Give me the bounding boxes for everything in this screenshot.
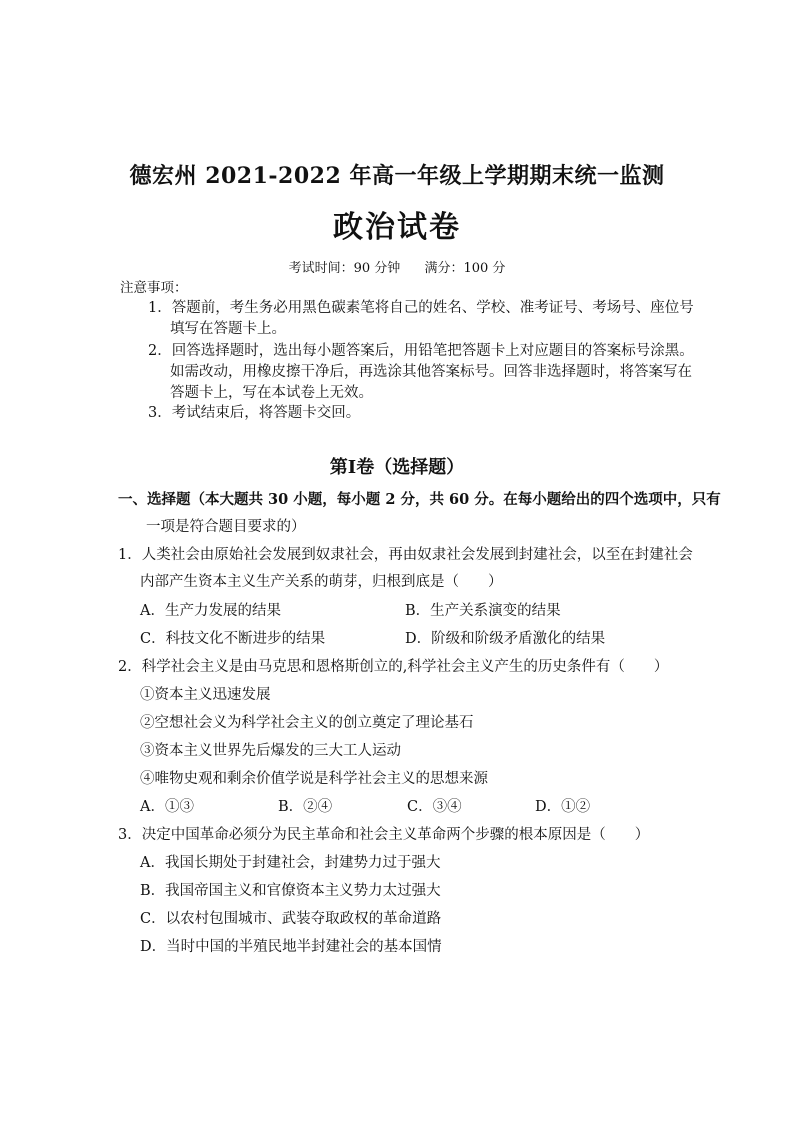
section-instructions: 一、选择题（本大题共 30 小题，每小题 2 分，共 60 分。在每小题给出的四个选项中，只有 (118, 491, 721, 508)
question-3-option-d: D．当时中国的半殖民地半封建社会的基本国情 (140, 939, 442, 955)
exam-info (0, 257, 794, 276)
exam-title: 德宏州 2021-2022 年高一年级上学期期末统一监测 (129, 163, 665, 189)
question-1-stem: 1．人类社会由原始社会发展到奴隶社会，再由奴隶社会发展到封建社会，以至在封建社会 (118, 547, 693, 563)
section-instructions-cont: 一项是符合题目要求的） (146, 519, 306, 535)
notice-item-1: 1．答题前，考生务必用黑色碳素笔将自己的姓名、学校、准考证号、考场号、座位号 (148, 300, 694, 316)
question-2-statement-3: ③资本主义世界先后爆发的三大工人运动 (140, 743, 401, 759)
notice-item-2: 2．回答选择题时，选出每小题答案后，用铅笔把答题卡上对应题目的答案标号涂黑。 (148, 343, 694, 359)
question-3-stem: 3．决定中国革命必须分为民主革命和社会主义革命两个步骤的根本原因是（ ） (118, 827, 650, 843)
question-2-statement-1: ①资本主义迅速发展 (140, 687, 271, 703)
question-1-option-a: A．生产力发展的结果 (140, 603, 281, 619)
question-1-option-c: C．科技文化不断进步的结果 (140, 631, 326, 647)
notice-item-2-cont2: 答题卡上，写在本试卷上无效。 (170, 385, 373, 401)
notice-heading: 注意事项： (120, 280, 188, 296)
question-2-statement-2: ②空想社会义为科学社会主义的创立奠定了理论基石 (140, 715, 474, 731)
subject-title: 政治试卷 (333, 210, 461, 245)
notice-item-3: 3．考试结束后，将答题卡交回。 (148, 405, 361, 421)
exam-time: 考试时间：90 分钟 (288, 261, 401, 276)
question-2-option-a: A．①③ (140, 799, 194, 815)
question-1-option-d: D．阶级和阶级矛盾激化的结果 (405, 631, 606, 647)
question-2-statement-4: ④唯物史观和剩余价值学说是科学社会主义的思想来源 (140, 771, 488, 787)
question-3-option-b: B．我国帝国主义和官僚资本主义势力太过强大 (140, 883, 441, 899)
notice-item-1-cont: 填写在答题卡上。 (170, 321, 286, 337)
question-2-option-c: C．③④ (407, 799, 462, 815)
question-3-option-c: C．以农村包围城市、武装夺取政权的革命道路 (140, 911, 442, 927)
exam-score: 满分：100 分 (424, 261, 506, 276)
question-2-option-b: B．②④ (278, 799, 333, 815)
question-3-option-a: A．我国长期处于封建社会，封建势力过于强大 (140, 855, 441, 871)
section-title: 第Ⅰ卷（选择题） (329, 457, 465, 478)
question-2-option-d: D．①② (535, 799, 591, 815)
question-2-stem: 2．科学社会主义是由马克思和恩格斯创立的,科学社会主义产生的历史条件有（ ） (118, 659, 669, 675)
question-1-option-b: B．生产关系演变的结果 (405, 603, 561, 619)
question-1-stem-cont: 内部产生资本主义生产关系的萌芽，归根到底是（ ） (140, 574, 503, 590)
notice-item-2-cont: 如需改动，用橡皮擦干净后，再选涂其他答案标号。回答非选择题时，将答案写在 (170, 364, 692, 380)
